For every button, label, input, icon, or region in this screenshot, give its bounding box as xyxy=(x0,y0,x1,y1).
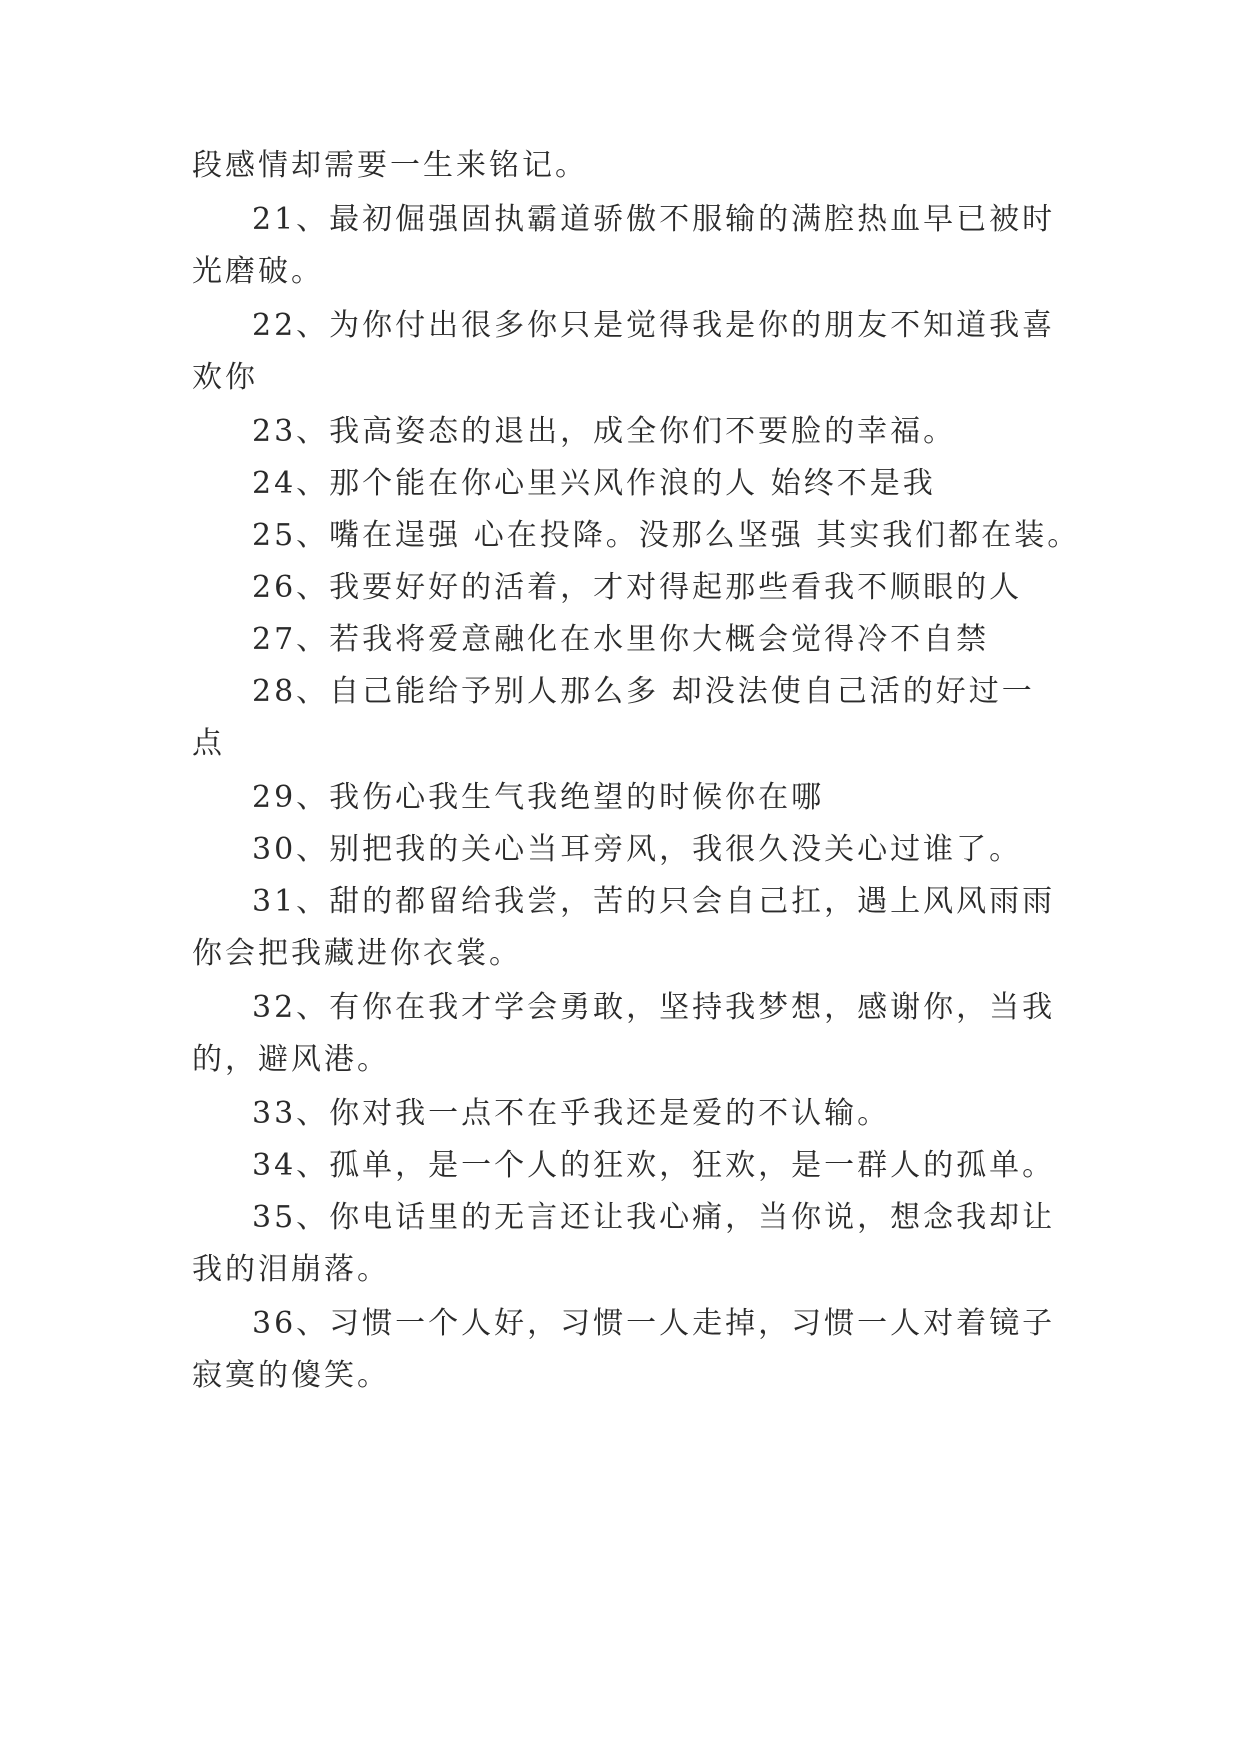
paragraph-line: 25、嘴在逞强 心在投降。没那么坚强 其实我们都在装。 xyxy=(252,518,1081,553)
paragraph-line: 31、甜的都留给我尝，苦的只会自己扛，遇上风风雨雨 xyxy=(252,884,1056,919)
paragraph-line: 23、我高姿态的退出，成全你们不要脸的幸福。 xyxy=(252,414,957,449)
paragraph-line: 21、最初倔强固执霸道骄傲不服输的满腔热血早已被时 xyxy=(252,202,1056,237)
paragraph-line: 35、你电话里的无言还让我心痛，当你说，想念我却让 xyxy=(252,1200,1056,1235)
paragraph-line: 点 xyxy=(192,726,225,761)
paragraph-line: 34、孤单，是一个人的狂欢，狂欢，是一群人的孤单。 xyxy=(252,1148,1056,1183)
paragraph-line: 的，避风港。 xyxy=(192,1042,390,1077)
paragraph-line: 26、我要好好的活着，才对得起那些看我不顺眼的人 xyxy=(252,570,1023,605)
paragraph-line: 我的泪崩落。 xyxy=(192,1252,390,1287)
paragraph-line: 32、有你在我才学会勇敢，坚持我梦想，感谢你，当我 xyxy=(252,990,1056,1025)
paragraph-line: 36、习惯一个人好，习惯一人走掉，习惯一人对着镜子 xyxy=(252,1306,1056,1341)
paragraph-line: 段感情却需要一生来铭记。 xyxy=(192,148,588,183)
paragraph-line: 24、那个能在你心里兴风作浪的人 始终不是我 xyxy=(252,466,936,501)
paragraph-line: 光磨破。 xyxy=(192,254,324,289)
paragraph-line: 欢你 xyxy=(192,360,258,395)
paragraph-line: 寂寞的傻笑。 xyxy=(192,1358,390,1393)
paragraph-line: 33、你对我一点不在乎我还是爱的不认输。 xyxy=(252,1096,891,1131)
paragraph-line: 29、我伤心我生气我绝望的时候你在哪 xyxy=(252,780,825,815)
paragraph-line: 28、自己能给予别人那么多 却没法使自己活的好过一 xyxy=(252,674,1035,709)
paragraph-line: 22、为你付出很多你只是觉得我是你的朋友不知道我喜 xyxy=(252,308,1056,343)
paragraph-line: 27、若我将爱意融化在水里你大概会觉得冷不自禁 xyxy=(252,622,990,657)
paragraph-line: 30、别把我的关心当耳旁风，我很久没关心过谁了。 xyxy=(252,832,1023,867)
paragraph-line: 你会把我藏进你衣裳。 xyxy=(192,936,522,971)
